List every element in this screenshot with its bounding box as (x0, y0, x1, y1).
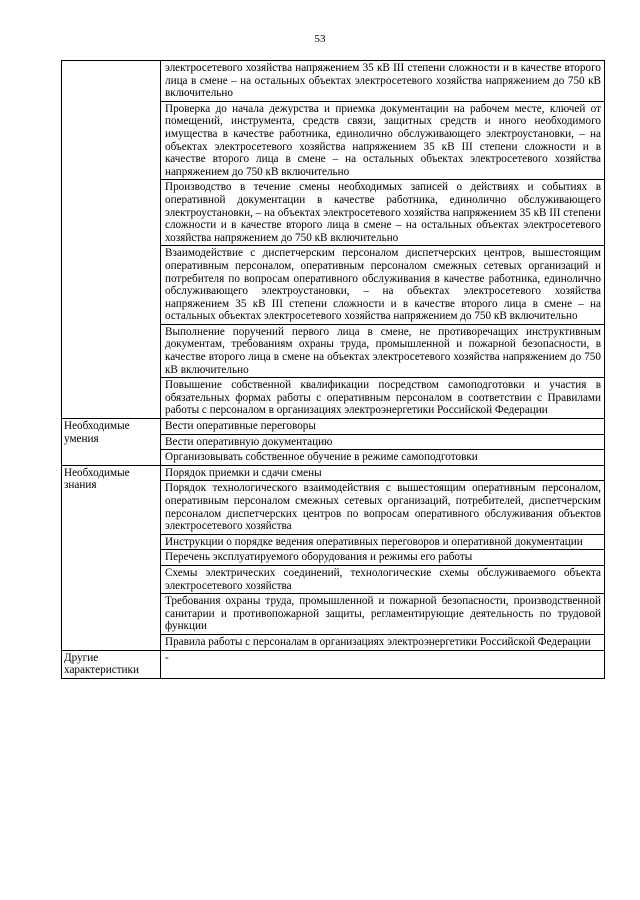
row-label: Другие характеристики (62, 650, 161, 678)
row-item: Повышение собственной квалификации посредством самоподготовки и участия в обязательных формах работы с оперативным персоналом в соответствии с Правилами работы с персоналом в организациях электроэнергетики Российской Федерации (161, 378, 605, 419)
row-item: - (161, 650, 605, 678)
row-item: Взаимодействие с диспетчерским персоналом диспетчерских центров, вышестоящим оперативным персоналом, оперативным персоналом смежных сетевых организаций и потребителя по вопросам оперативного обслуживания в качестве работника, единолично обслуживающего электроустановки, – на объектах электросетевого хозяйства напряжением 35 кВ III степени сложности и в качестве второго лица в смене – на остальных объектах электросетевого хозяйства напряжением до 750 кВ включительно (161, 246, 605, 325)
page-number: 53 (314, 33, 326, 45)
table-row (62, 419, 605, 435)
row-label: Необходимые умения (62, 419, 161, 466)
row-item: Организовывать собственное обучение в режиме самоподготовки (161, 450, 605, 466)
row-item: Правила работы с персоналам в организациях электроэнергетики Российской Федерации (161, 634, 605, 650)
row-item: Вести оперативную документацию (161, 434, 605, 450)
row-item: Инструкции о порядке ведения оперативных переговоров и оперативной документации (161, 534, 605, 550)
row-item: Производство в течение смены необходимых записей о действиях и событиях в оперативной документации в качестве работника, единолично обслуживающего электроустановки, – на объектах электросетевого хозяйства напряжением 35 кВ III степени сложности и в качестве второго лица в смене – на остальных объектах электросетевого хозяйства напряжением до 750 кВ включительно (161, 180, 605, 246)
requirements-table (61, 60, 605, 679)
row-item: электросетевого хозяйства напряжением 35 кВ III степени сложности и в качестве второго лица в смене – на остальных объектах электросетевого хозяйства напряжением до 750 кВ включительно (161, 61, 605, 102)
row-item: Порядок технологического взаимодействия с вышестоящим оперативным персоналом, оперативным персоналом смежных сетевых организаций, потребителей, диспетчерским персоналом диспетчерских центров по вопросам оперативного обслуживания объектов электросетевого хозяйства (161, 481, 605, 534)
table-row (62, 650, 605, 678)
row-item: Вести оперативные переговоры (161, 419, 605, 435)
row-label: Необходимые знания (62, 465, 161, 650)
row-item: Требования охраны труда, промышленной и пожарной безопасности, производственной санитарии и противопожарной защиты, регламентирующие деятельность по трудовой функции (161, 594, 605, 635)
row-label (62, 61, 161, 419)
row-item: Перечень эксплуатируемого оборудования и режимы его работы (161, 550, 605, 566)
row-item: Порядок приемки и сдачи смены (161, 465, 605, 481)
row-item: Проверка до начала дежурства и приемка документации на рабочем месте, ключей от помещений, инструмента, средств связи, защитных средств и иного необходимого имущества в качестве работника, единолично обслуживающего электроустановки, – на объектах электросетевого хозяйства напряжением 35 кВ III степени сложности и в качестве второго лица в смене – на остальных объектах электросетевого хозяйства напряжением до 750 кВ включительно (161, 101, 605, 180)
table-row (62, 61, 605, 102)
row-item: Схемы электрических соединений, технологические схемы обслуживаемого объекта электросетевого хозяйства (161, 565, 605, 593)
row-item: Выполнение поручений первого лица в смене, не противоречащих инструктивным документам, требованиям охраны труда, промышленной и пожарной безопасности, в качестве второго лица в смене на объектах электросетевого хозяйства напряжением до 750 кВ включительно (161, 324, 605, 377)
table-row (62, 465, 605, 481)
